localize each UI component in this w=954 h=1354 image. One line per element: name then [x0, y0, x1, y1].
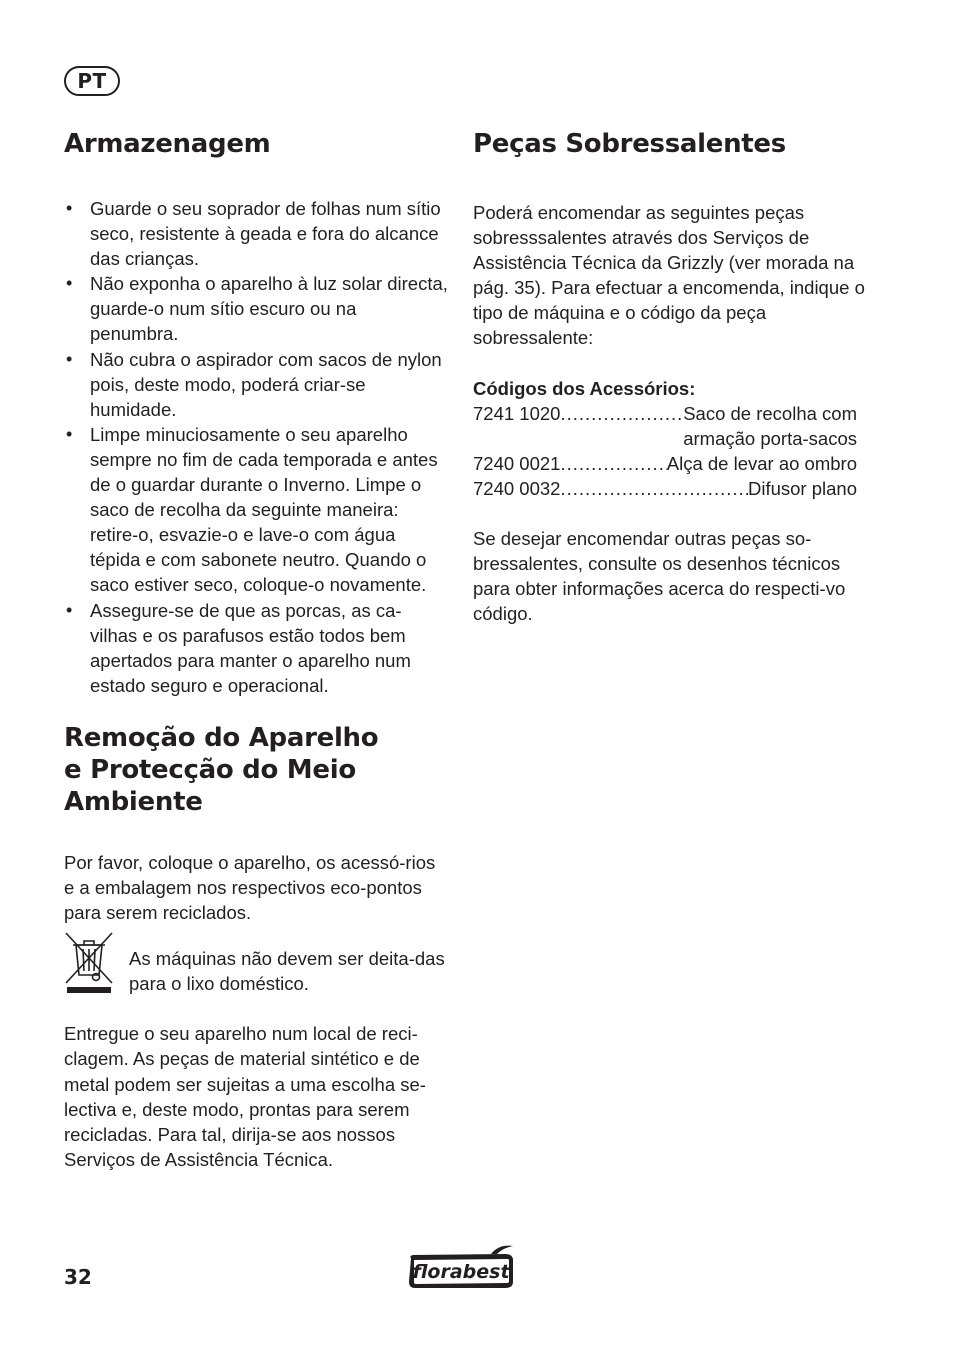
- part-code: 7240 0021: [473, 452, 561, 474]
- part-description: Alça de levar ao ombro: [666, 452, 857, 474]
- part-description: Difusor plano: [747, 477, 857, 499]
- spare-parts-heading: Peças Sobressalentes: [473, 129, 786, 159]
- codes-title: Códigos dos Acessórios:: [473, 377, 696, 399]
- page-number: 32: [64, 1265, 92, 1289]
- disposal-heading-line: Remoção do Aparelho: [64, 722, 379, 753]
- weee-notice: [64, 931, 448, 996]
- part-description-continued: armação porta-sacos: [683, 427, 857, 449]
- language-badge: PT: [64, 66, 120, 96]
- disposal-heading-line: e Protecção do Meio: [64, 754, 356, 785]
- left-column: [64, 128, 448, 1172]
- code-row: [473, 401, 857, 426]
- storage-list: [64, 196, 448, 698]
- logo-text: florabest: [412, 1261, 510, 1283]
- part-description: Saco de recolha com: [683, 402, 857, 424]
- list-item: • Não exponha o aparelho à luz solar directa, guarde-o num sítio escuro ou na penumbra.: [64, 271, 448, 346]
- code-row: [473, 476, 857, 501]
- disposal-heading: [64, 722, 448, 818]
- crossed-out-wheeled-bin-icon: [64, 931, 114, 995]
- list-item: • Limpe minuciosamente o seu aparelho sempre no fim de cada temporada e antes de o guardar durante o Inverno. Limpe o saco de recolha da seguinte maneira: retire-o, esvazie-o e lave-o com água tépida e com sabonete neutro. Quando o saco estiver seco, coloque-o novamente.: [64, 422, 448, 598]
- code-row: [473, 451, 857, 476]
- list-item: • Assegure-se de que as porcas, as ca-vilhas e os parafusos estão todos bem apertados para manter o aparelho num estado seguro e operacional.: [64, 598, 448, 698]
- weee-text: As máquinas não devem ser deita-das para o lixo doméstico.: [129, 948, 445, 995]
- disposal-intro: Por favor, coloque o aparelho, os acessó-rios e a embalagem nos respectivos eco-pontos para serem reciclados.: [64, 851, 436, 924]
- dot-leader: [560, 451, 666, 476]
- storage-heading: Armazenagem: [64, 129, 271, 159]
- florabest-logo: [405, 1244, 519, 1290]
- dot-leader: [560, 401, 683, 426]
- part-code: 7240 0032: [473, 477, 561, 499]
- disposal-body: Entregue o seu aparelho num local de reci-clagem. As peças de material sintético e de metal podem ser sujeitas a uma escolha se-lectiva e, deste modo, prontas para serem recicladas. Para tal, dirija-se aos nossos Serviços de Assistência Técnica.: [64, 1023, 426, 1170]
- spare-parts-outro: Se desejar encomendar outras peças so-bressalentes, consulte os desenhos técnicos para obter informações acerca do respecti-vo código.: [473, 528, 846, 625]
- list-item: • Não cubra o aspirador com sacos de nylon pois, deste modo, poderá criar-se humidade.: [64, 347, 448, 422]
- spare-parts-intro: Poderá encomendar as seguintes peças sobresssalentes através dos Serviços de Assistência Técnica da Grizzly (ver morada na pág. 35). Para efectuar a encomenda, indique o tipo de máquina e o código da peça sobressalente:: [473, 202, 865, 349]
- disposal-heading-line: Ambiente: [64, 786, 203, 817]
- dot-leader: [560, 476, 748, 501]
- part-code: 7241 1020: [473, 402, 561, 424]
- right-column: [473, 128, 873, 626]
- list-item: • Guarde o seu soprador de folhas num sítio seco, resistente à geada e fora do alcance das crianças.: [64, 196, 448, 271]
